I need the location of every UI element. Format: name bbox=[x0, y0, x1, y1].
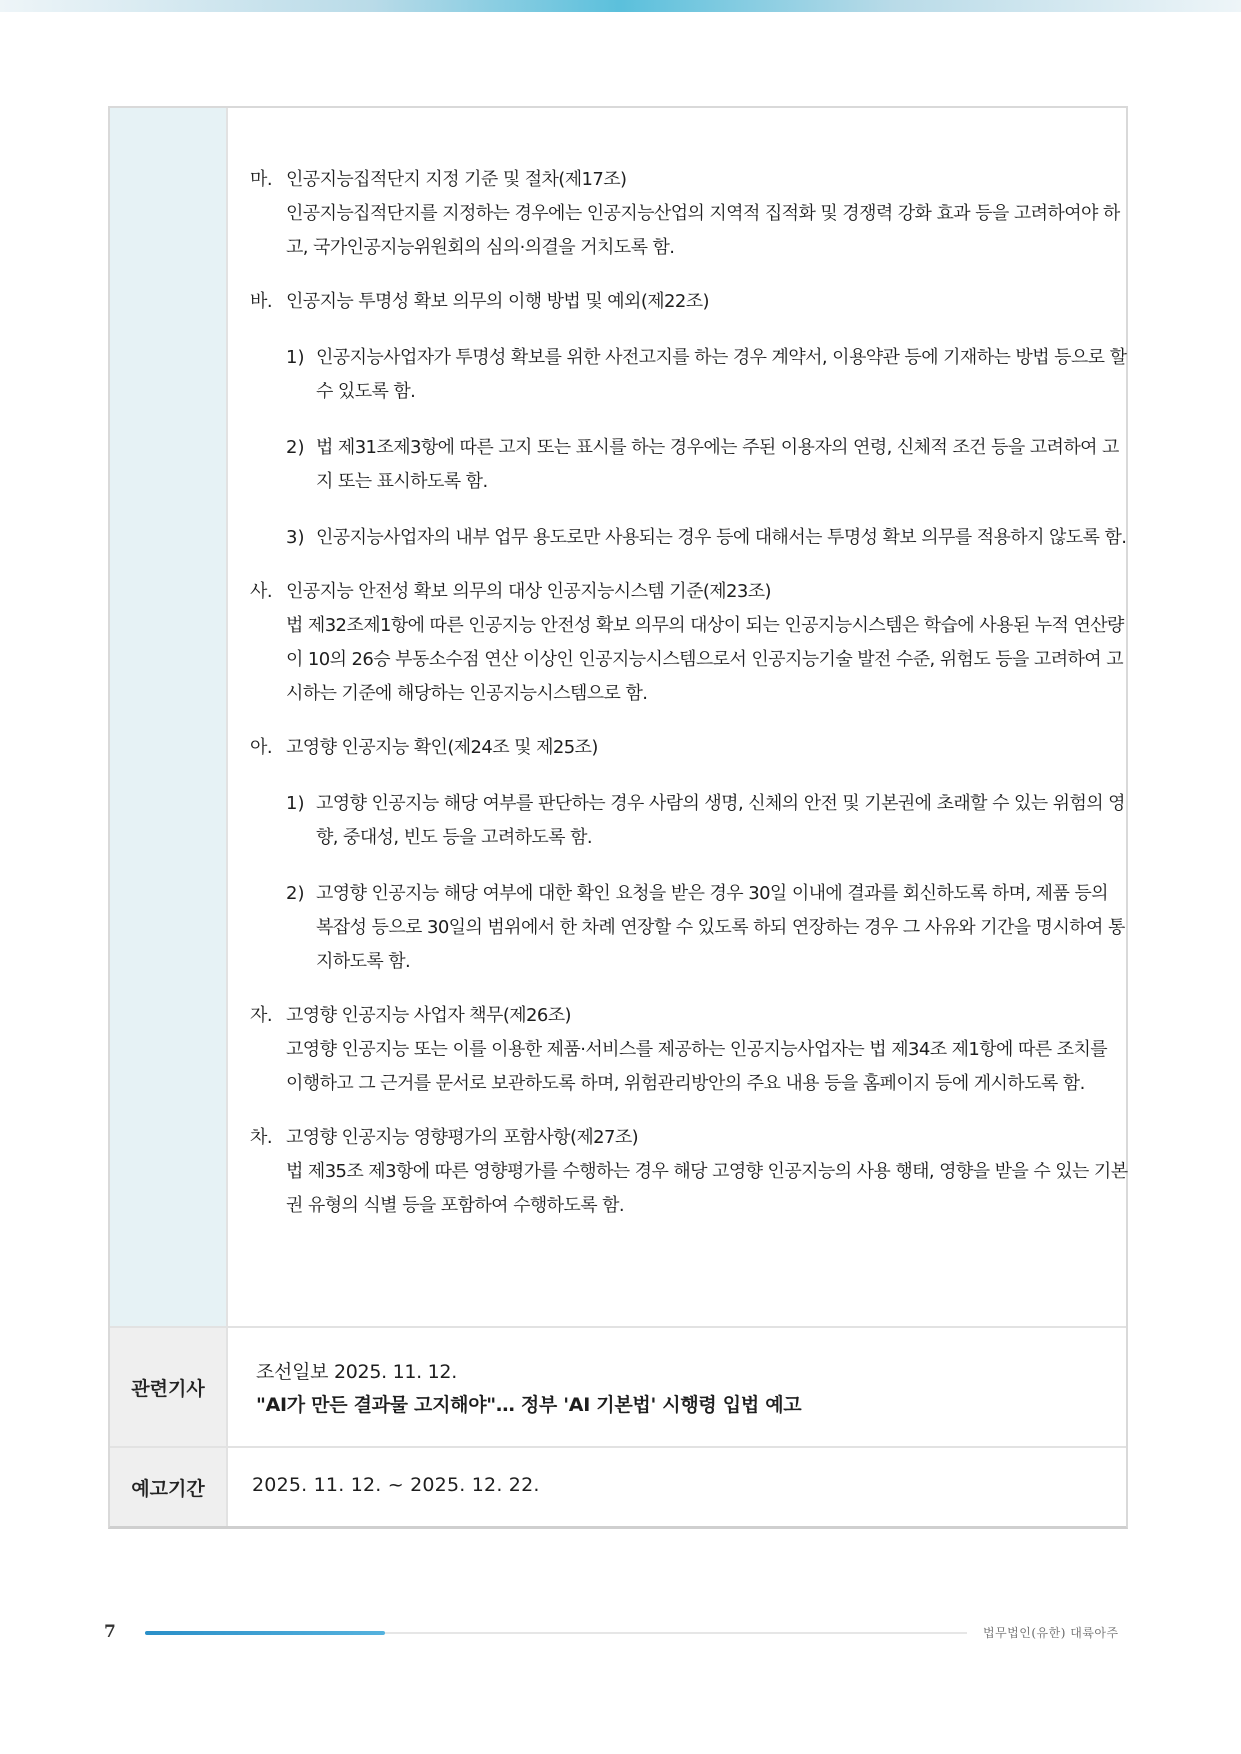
sub-item-number: 3) bbox=[286, 527, 305, 548]
sub-item bbox=[228, 787, 1128, 855]
section-marker: 마. bbox=[250, 169, 273, 190]
sub-item bbox=[228, 431, 1128, 499]
section-body: 법 제35조 제3항에 따른 영향평가를 수행하는 경우 해당 고영향 인공지능의 사용 행태, 영향을 받을 수 있는 기본권 유형의 식별 등을 포함하여 수행하도록 함. bbox=[286, 1161, 1128, 1216]
related-article-row bbox=[110, 1326, 1126, 1446]
page-number: 7 bbox=[104, 1622, 116, 1642]
summary-table bbox=[108, 106, 1128, 1529]
section-item bbox=[228, 575, 1128, 711]
section-marker: 아. bbox=[250, 737, 273, 758]
sub-item-text: 법 제31조제3항에 따른 고지 또는 표시를 하는 경우에는 주된 이용자의 연령, 신체적 조건 등을 고려하여 고지 또는 표시하도록 함. bbox=[316, 437, 1119, 492]
sub-item-number: 1) bbox=[286, 793, 305, 814]
sub-item bbox=[228, 341, 1128, 409]
section-marker: 차. bbox=[250, 1127, 273, 1148]
sub-item-text: 인공지능사업자의 내부 업무 용도로만 사용되는 경우 등에 대해서는 투명성 확보 의무를 적용하지 않도록 함. bbox=[316, 527, 1127, 548]
notice-period-row bbox=[110, 1446, 1126, 1526]
sub-item-text: 고영향 인공지능 해당 여부를 판단하는 경우 사람의 생명, 신체의 안전 및 기본권에 초래할 수 있는 위험의 영향, 중대성, 빈도 등을 고려하도록 함. bbox=[316, 793, 1125, 848]
footer-divider-accent bbox=[145, 1631, 385, 1635]
notice-period-label: 예고기간 bbox=[110, 1448, 228, 1526]
section-title: 인공지능집적단지 지정 기준 및 절차(제17조) bbox=[286, 169, 627, 190]
notice-period-value: 2025. 11. 12. ~ 2025. 12. 22. bbox=[252, 1474, 540, 1496]
main-content-cell bbox=[228, 108, 1126, 1326]
section-marker: 자. bbox=[250, 1005, 273, 1026]
main-content-row bbox=[110, 108, 1126, 1326]
section-marker: 바. bbox=[250, 291, 273, 312]
section-title: 고영향 인공지능 영향평가의 포함사항(제27조) bbox=[286, 1127, 639, 1148]
notice-period-cell bbox=[228, 1448, 1126, 1526]
sections-list bbox=[228, 163, 1128, 1243]
section-body: 고영향 인공지능 또는 이를 이용한 제품·서비스를 제공하는 인공지능사업자는 법 제34조 제1항에 따른 조치를 이행하고 그 근거를 문서로 보관하도록 하며, 위험관리방안의 주요 내용 등을 홈페이지 등에 게시하도록 함. bbox=[286, 1039, 1108, 1094]
related-article-cell bbox=[228, 1328, 1126, 1446]
article-headline[interactable]: "AI가 만든 결과물 고지해야"… 정부 'AI 기본법' 시행령 입법 예고 bbox=[256, 1394, 802, 1416]
section-title: 고영향 인공지능 확인(제24조 및 제25조) bbox=[286, 737, 598, 758]
sub-item bbox=[228, 877, 1128, 979]
section-title: 인공지능 투명성 확보 의무의 이행 방법 및 예외(제22조) bbox=[286, 291, 709, 312]
sub-item-number: 1) bbox=[286, 347, 305, 368]
section-title: 인공지능 안전성 확보 의무의 대상 인공지능시스템 기준(제23조) bbox=[286, 581, 771, 602]
section-title: 고영향 인공지능 사업자 책무(제26조) bbox=[286, 1005, 571, 1026]
sub-item-number: 2) bbox=[286, 437, 305, 458]
firm-name: 법무법인(유한) 대륙아주 bbox=[983, 1626, 1119, 1640]
sub-item-text: 고영향 인공지능 해당 여부에 대한 확인 요청을 받은 경우 30일 이내에 결과를 회신하도록 하며, 제품 등의 복잡성 등으로 30일의 범위에서 한 차례 연장할 수 있도록 하되 연장하는 경우 그 사유와 기간을 명시하여 통지하도록 함. bbox=[316, 883, 1125, 972]
section-body: 인공지능집적단지를 지정하는 경우에는 인공지능산업의 지역적 집적화 및 경쟁력 강화 효과 등을 고려하여야 하고, 국가인공지능위원회의 심의·의결을 거치도록 함. bbox=[286, 203, 1120, 258]
section-body: 법 제32조제1항에 따른 인공지능 안전성 확보 의무의 대상이 되는 인공지능시스템은 학습에 사용된 누적 연산량이 10의 26승 부동소수점 연산 이상인 인공지능시스템으로서 인공지능기술 발전 수준, 위험도 등을 고려하여 고시하는 기준에 해당하는 인공지능시스템으로 함. bbox=[286, 615, 1124, 704]
sub-item bbox=[228, 521, 1128, 555]
section-item bbox=[228, 285, 1128, 555]
article-source-date: 조선일보 2025. 11. 12. bbox=[256, 1361, 457, 1383]
section-item bbox=[228, 999, 1128, 1101]
section-item bbox=[228, 731, 1128, 979]
section-marker: 사. bbox=[250, 581, 273, 602]
main-label-cell bbox=[110, 108, 228, 1326]
related-article-label: 관련기사 bbox=[110, 1328, 228, 1446]
sub-item-text: 인공지능사업자가 투명성 확보를 위한 사전고지를 하는 경우 계약서, 이용약관 등에 기재하는 방법 등으로 할 수 있도록 함. bbox=[316, 347, 1127, 402]
sub-item-number: 2) bbox=[286, 883, 305, 904]
related-article-text bbox=[256, 1356, 801, 1422]
section-item bbox=[228, 163, 1128, 265]
top-gradient-band bbox=[0, 0, 1241, 12]
section-item bbox=[228, 1121, 1128, 1223]
